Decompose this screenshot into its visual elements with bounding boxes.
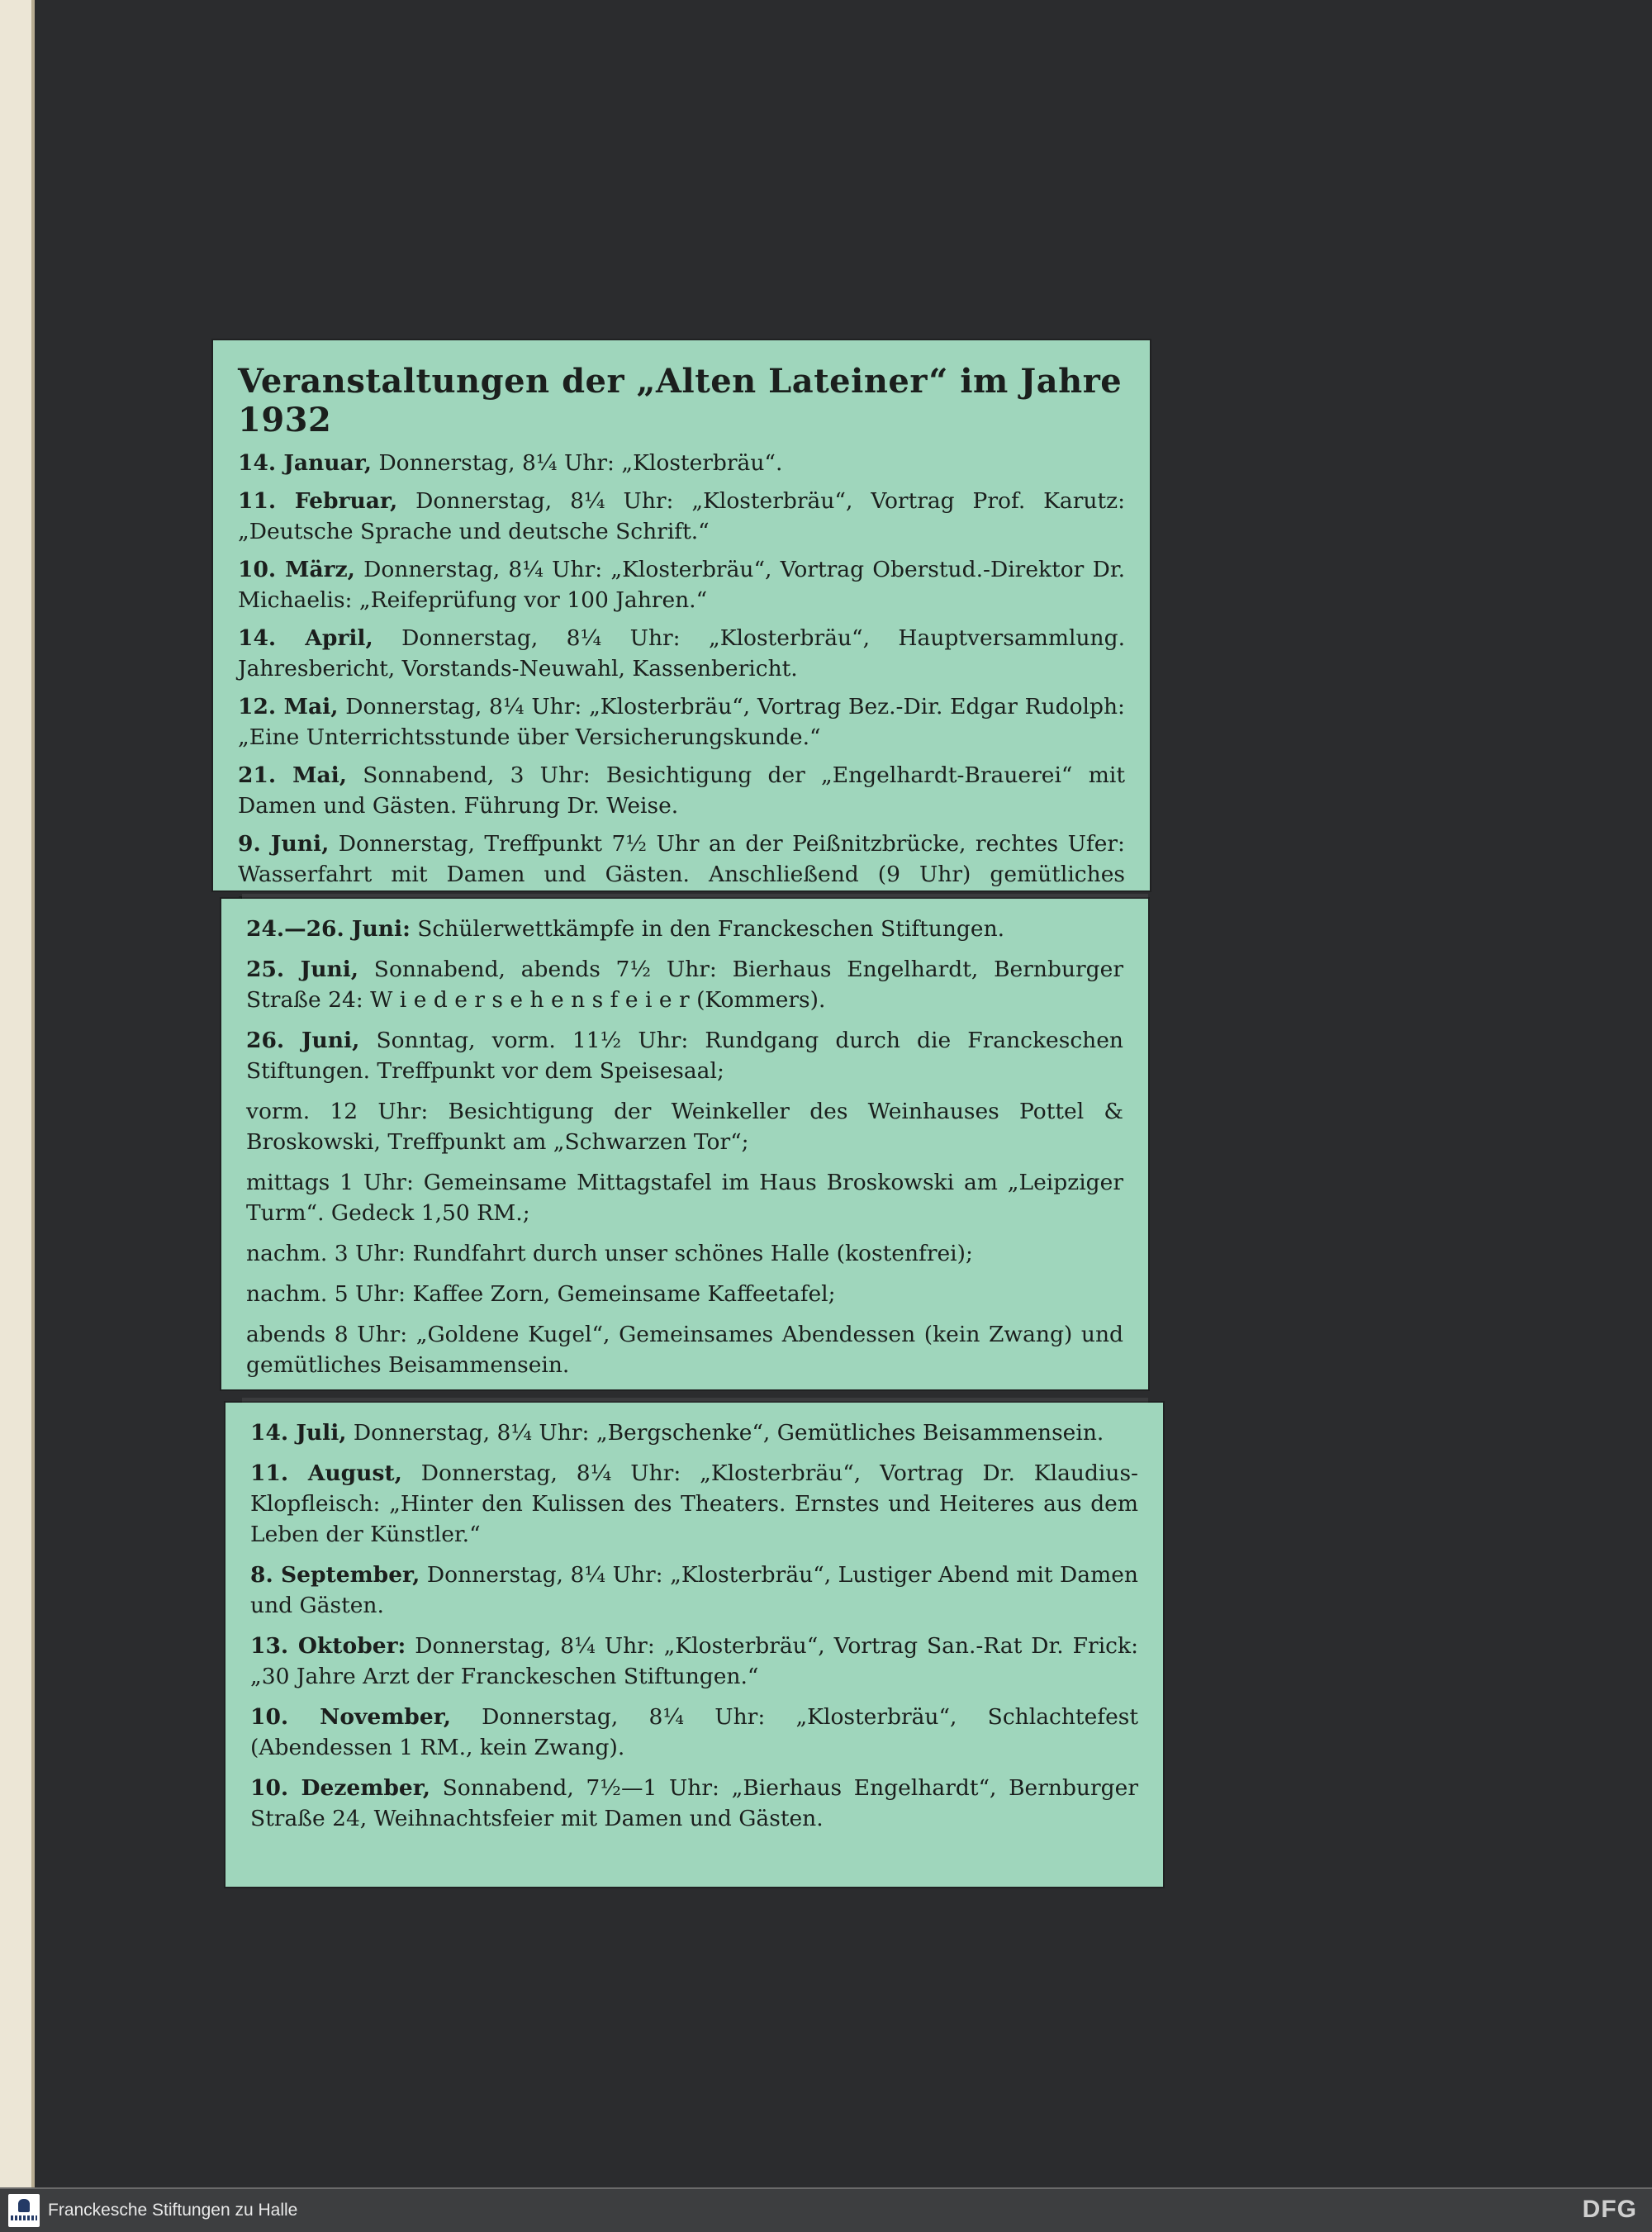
building-icon bbox=[18, 2199, 30, 2212]
logo-caption-icon bbox=[11, 2215, 37, 2220]
event-entry: 8. September, Donnerstag, 8¼ Uhr: „Klosterbräu“, Lustiger Abend mit Damen und Gästen. bbox=[250, 1562, 1138, 1618]
event-entry: 10. Dezember, Sonnabend, 7½—1 Uhr: „Bierhaus Engelhardt“, Bernburger Straße 24, Weihnachtsfeier mit Damen und Gästen. bbox=[250, 1775, 1138, 1831]
event-entry: 9. Juni, Donnerstag, Treffpunkt 7½ Uhr an der Peißnitzbrücke, rechtes Ufer: Wasserfahrt mit Damen und Gästen. Anschließend (9 Uhr) gemütliches bbox=[238, 831, 1125, 887]
event-entry: mittags 1 Uhr: Gemeinsame Mittagstafel im Haus Broskowski am „Leipziger Turm“. Gedeck 1,50 RM.; bbox=[246, 1170, 1123, 1226]
program-title: Veranstaltungen der „Alten Lateiner“ im Jahre 1932 bbox=[238, 362, 1123, 439]
event-entry: 14. Juli, Donnerstag, 8¼ Uhr: „Bergschenke“, Gemütliches Beisammensein. bbox=[250, 1420, 1104, 1446]
event-entry: 13. Oktober: Donnerstag, 8¼ Uhr: „Klosterbräu“, Vortrag San.-Rat Dr. Frick: „30 Jahre Arzt der Franckeschen Stiftungen.“ bbox=[250, 1633, 1138, 1689]
section-2-list bbox=[246, 914, 1123, 1380]
section-1-list bbox=[238, 448, 1125, 920]
book-spine-edge bbox=[0, 0, 35, 2187]
event-entry: 14. Januar, Donnerstag, 8¼ Uhr: „Klosterbräu“. bbox=[238, 450, 783, 476]
event-entry: 14. April, Donnerstag, 8¼ Uhr: „Klosterbräu“, Hauptversammlung. Jahresbericht, Vorstands-Neuwahl, Kassenbericht. bbox=[238, 625, 1125, 681]
event-entry: vorm. 12 Uhr: Besichtigung der Weinkeller des Weinhauses Pottel & Broskowski, Treffpunkt am „Schwarzen Tor“; bbox=[246, 1099, 1123, 1155]
event-entry: 25. Juni, Sonnabend, abends 7½ Uhr: Bierhaus Engelhardt, Bernburger Straße 24: W i e d e r s e h e n s f e i e r (Kommers). bbox=[246, 957, 1123, 1013]
institution-label: Franckesche Stiftungen zu Halle bbox=[48, 2201, 298, 2220]
viewer-footer bbox=[0, 2187, 1652, 2232]
franckesche-stiftungen-logo-icon[interactable] bbox=[8, 2194, 40, 2227]
dfg-logo: DFG bbox=[1582, 2196, 1637, 2223]
event-entry: 11. August, Donnerstag, 8¼ Uhr: „Klosterbräu“, Vortrag Dr. Klaudius-Klopfleisch: „Hinter den Kulissen des Theaters. Ernstes und Heiteres aus dem Leben der Künstler.“ bbox=[250, 1460, 1138, 1547]
event-entry: 10. November, Donnerstag, 8¼ Uhr: „Klosterbräu“, Schlachtefest (Abendessen 1 RM., kein Zwang). bbox=[250, 1704, 1138, 1760]
event-entry: 21. Mai, Sonnabend, 3 Uhr: Besichtigung der „Engelhardt-Brauerei“ mit Damen und Gästen. Führung Dr. Weise. bbox=[238, 762, 1125, 819]
event-entry: 26. Juni, Sonntag, vorm. 11½ Uhr: Rundgang durch die Franckeschen Stiftungen. Treffpunkt vor dem Speisesaal; bbox=[246, 1028, 1123, 1084]
event-entry: 12. Mai, Donnerstag, 8¼ Uhr: „Klosterbräu“, Vortrag Bez.-Dir. Edgar Rudolph: „Eine Unterrichtsstunde über Versicherungskunde.“ bbox=[238, 694, 1125, 750]
event-entry: 11. Februar, Donnerstag, 8¼ Uhr: „Klosterbräu“, Vortrag Prof. Karutz: „Deutsche Sprache und deutsche Schrift.“ bbox=[238, 488, 1126, 544]
section-3-list bbox=[250, 1418, 1138, 1834]
program-card-section-3 bbox=[225, 1403, 1163, 1887]
program-card-section-1 bbox=[213, 340, 1150, 890]
event-entry: nachm. 5 Uhr: Kaffee Zorn, Gemeinsame Kaffeetafel; bbox=[246, 1281, 836, 1307]
event-entry: 10. März, Donnerstag, 8¼ Uhr: „Klosterbräu“, Vortrag Oberstud.-Direktor Dr. Michaelis: „Reifeprüfung vor 100 Jahren.“ bbox=[238, 557, 1125, 613]
event-entry: nachm. 3 Uhr: Rundfahrt durch unser schönes Halle (kostenfrei); bbox=[246, 1241, 973, 1266]
program-card-section-2 bbox=[221, 899, 1148, 1389]
event-entry: abends 8 Uhr: „Goldene Kugel“, Gemeinsames Abendessen (kein Zwang) und gemütliches Beisammensein. bbox=[246, 1322, 1123, 1378]
event-entry: 24.—26. Juni: Schülerwettkämpfe in den Franckeschen Stiftungen. bbox=[246, 916, 1005, 942]
